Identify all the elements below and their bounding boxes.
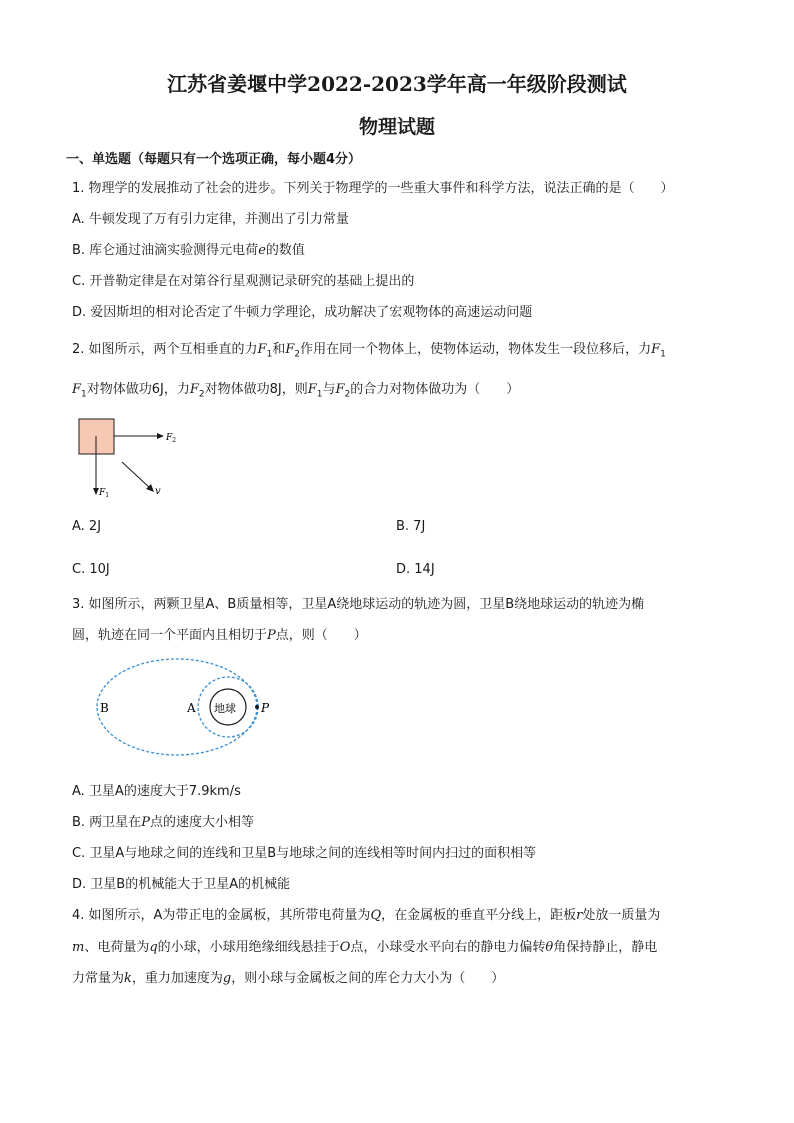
- q2-option-c: C. 10J: [72, 562, 110, 577]
- f2-arrow-head: [157, 433, 164, 439]
- q1-option-a: A. 牛顿发现了万有引力定律，并测出了引力常量: [72, 212, 349, 227]
- q1-option-c: C. 开普勒定律是在对第谷行星观测记录研究的基础上提出的: [72, 274, 415, 289]
- section-heading: 一、单选题（每题只有一个选项正确，每小题4分）: [66, 152, 362, 167]
- q2-force-diagram: [70, 410, 190, 505]
- q3-option-d: D. 卫星B的机械能大于卫星A的机械能: [72, 877, 291, 892]
- q1-option-b: B. 库仑通过油滴实验测得元电荷e的数值: [72, 243, 305, 258]
- f1-label: $F_1$: [99, 488, 110, 499]
- point-p: [255, 705, 259, 709]
- exam-title: 江苏省姜堰中学2022-2023学年高一年级阶段测试: [167, 72, 627, 96]
- exam-subtitle: 物理试题: [358, 116, 435, 138]
- q2-option-a: A. 2J: [72, 519, 102, 534]
- f2-label: $F_2$: [166, 433, 177, 444]
- p-label: P: [261, 701, 270, 715]
- earth-label: 地球: [214, 702, 236, 715]
- q4-stem-line2: m、电荷量为q的小球，小球用绝缘细线悬挂于O点，小球受水平向右的静电力偏转θ角保持静止，静电: [72, 940, 658, 955]
- q1-option-d: D. 爱因斯坦的相对论否定了牛顿力学理论，成功解决了宏观物体的高速运动问题: [72, 305, 533, 320]
- q3-option-a: A. 卫星A的速度大于7.9km/s: [72, 784, 241, 799]
- q3-stem-line1: 3. 如图所示，两颗卫星A、B质量相等，卫星A绕地球运动的轨迹为圆，卫星B绕地球运动的轨迹为椭: [72, 597, 645, 612]
- v-label: v: [155, 486, 161, 497]
- q3-stem-line2: 圆，轨迹在同一个平面内且相切于P点，则（ ）: [72, 628, 367, 643]
- q2-stem-line2: $F_1$对物体做功6J，力$F_2$对物体做功8J，则$F_1$与$F_2$的合力对物体做功为（ ）: [72, 382, 520, 400]
- q4-stem-line1: 4. 如图所示，A为带正电的金属板，其所带电荷量为Q，在金属板的垂直平分线上，距板r处放一质量为: [72, 908, 661, 923]
- q2-option-b: B. 7J: [396, 519, 426, 534]
- orbit-a-label: A: [187, 701, 196, 715]
- q3-option-c: C. 卫星A与地球之间的连线和卫星B与地球之间的连线相等时间内扫过的面积相等: [72, 846, 537, 861]
- q3-option-b: B. 两卫星在P点的速度大小相等: [72, 815, 254, 830]
- q2-stem-line1: 2. 如图所示，两个互相垂直的力$F_1$和$F_2$作用在同一个物体上，使物体运动，物体发生一段位移后，力$F_1$: [72, 342, 666, 360]
- q1-stem: 1. 物理学的发展推动了社会的进步。下列关于物理学的一些重大事件和科学方法，说法正确的是（ ）: [72, 181, 674, 196]
- orbit-b-label: B: [100, 701, 109, 715]
- q3-orbit-diagram: [90, 655, 280, 760]
- q2-option-d: D. 14J: [396, 562, 435, 577]
- q4-stem-line3: 力常量为k，重力加速度为g，则小球与金属板之间的库仑力大小为（ ）: [72, 971, 505, 986]
